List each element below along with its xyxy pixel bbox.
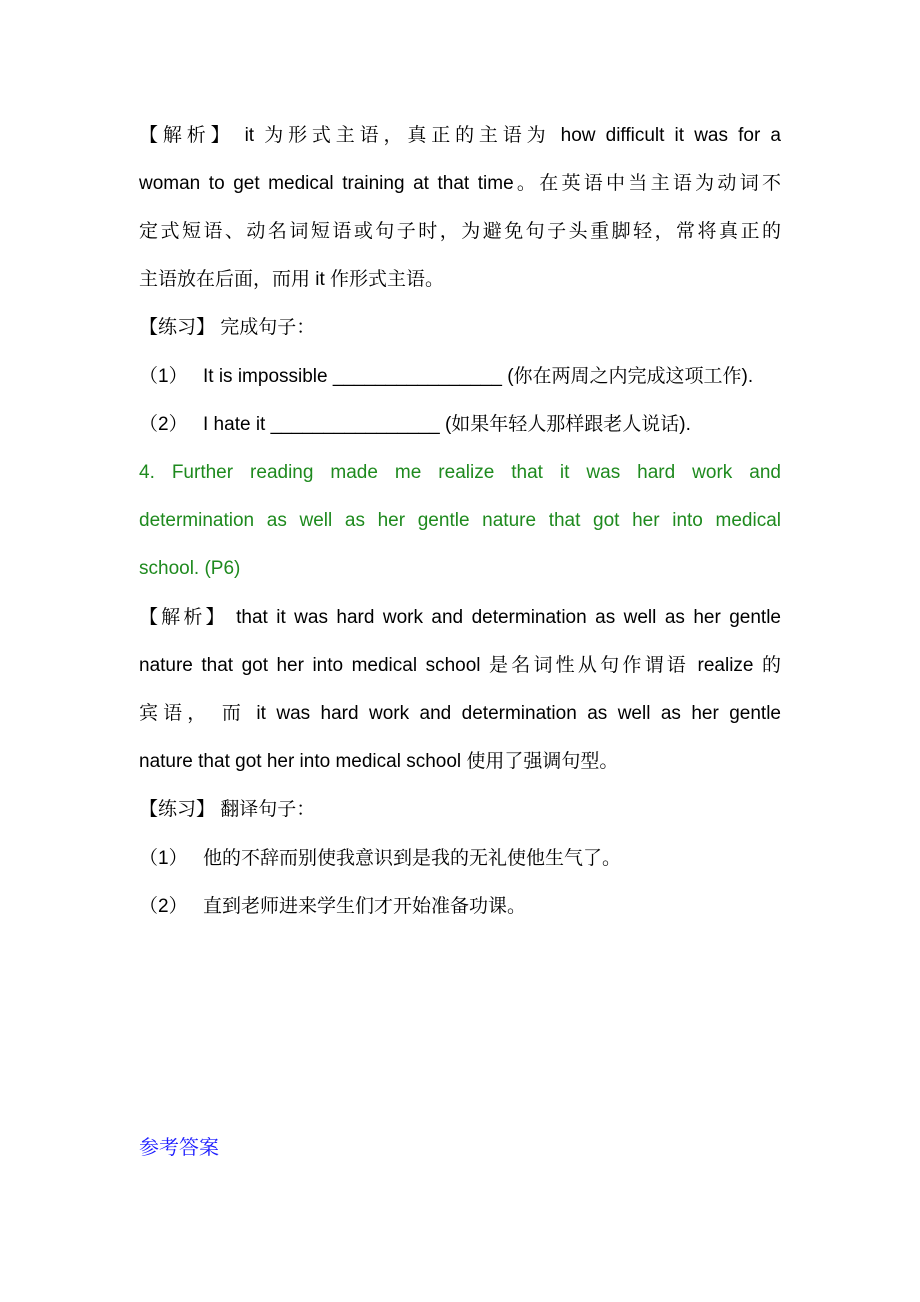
exercise-number: （2） [139,414,188,435]
analysis-line: 主语放在后面，而用 it 作形式主语。 [139,269,445,290]
exercise-heading: 【练习】 翻译句子： [139,799,316,820]
analysis-line: woman to get medical training at that time。在英语中当主语为动词不 [139,173,781,194]
analysis-line: 宾语， 而 it was hard work and determination as well as her gentle [139,703,781,724]
exercise-item [139,845,781,873]
answers-heading: 参考答案 [139,1137,219,1159]
exercise-text: I hate it ________________ (如果年轻人那样跟老人说话). [203,414,691,435]
exercise-heading: 【练习】 完成句子： [139,317,316,338]
key-sentence-line: determination as well as her gentle nature that got her into medical [139,510,781,531]
exercise-item [139,411,781,439]
exercise-number: （2） [139,896,188,917]
analysis-line: 定式短语、动名词短语或句子时，为避免句子头重脚轻，常将真正的 [139,221,781,242]
exercise-text: It is impossible ________________ (你在两周之内完成这项工作). [203,366,754,387]
key-sentence-line: school. (P6) [139,558,241,579]
key-sentence-line: 4. Further reading made me realize that it was hard work and [139,462,781,483]
exercise-number: （1） [139,848,188,869]
analysis-line: nature that got her into medical school 使用了强调句型。 [139,751,619,772]
exercise-item [139,363,781,391]
exercise-text: 直到老师进来学生们才开始准备功课。 [203,896,527,917]
exercise-number: （1） [139,366,188,387]
exercise-text: 他的不辞而别使我意识到是我的无礼使他生气了。 [203,848,622,869]
analysis-line: 【解析】 that it was hard work and determination as well as her gentle [139,607,781,628]
analysis-line: nature that got her into medical school 是名词性从句作谓语 realize 的 [139,655,781,676]
exercise-item [139,893,781,921]
analysis-line: 【解析】 it 为形式主语，真正的主语为 how difficult it was for a [139,125,781,146]
